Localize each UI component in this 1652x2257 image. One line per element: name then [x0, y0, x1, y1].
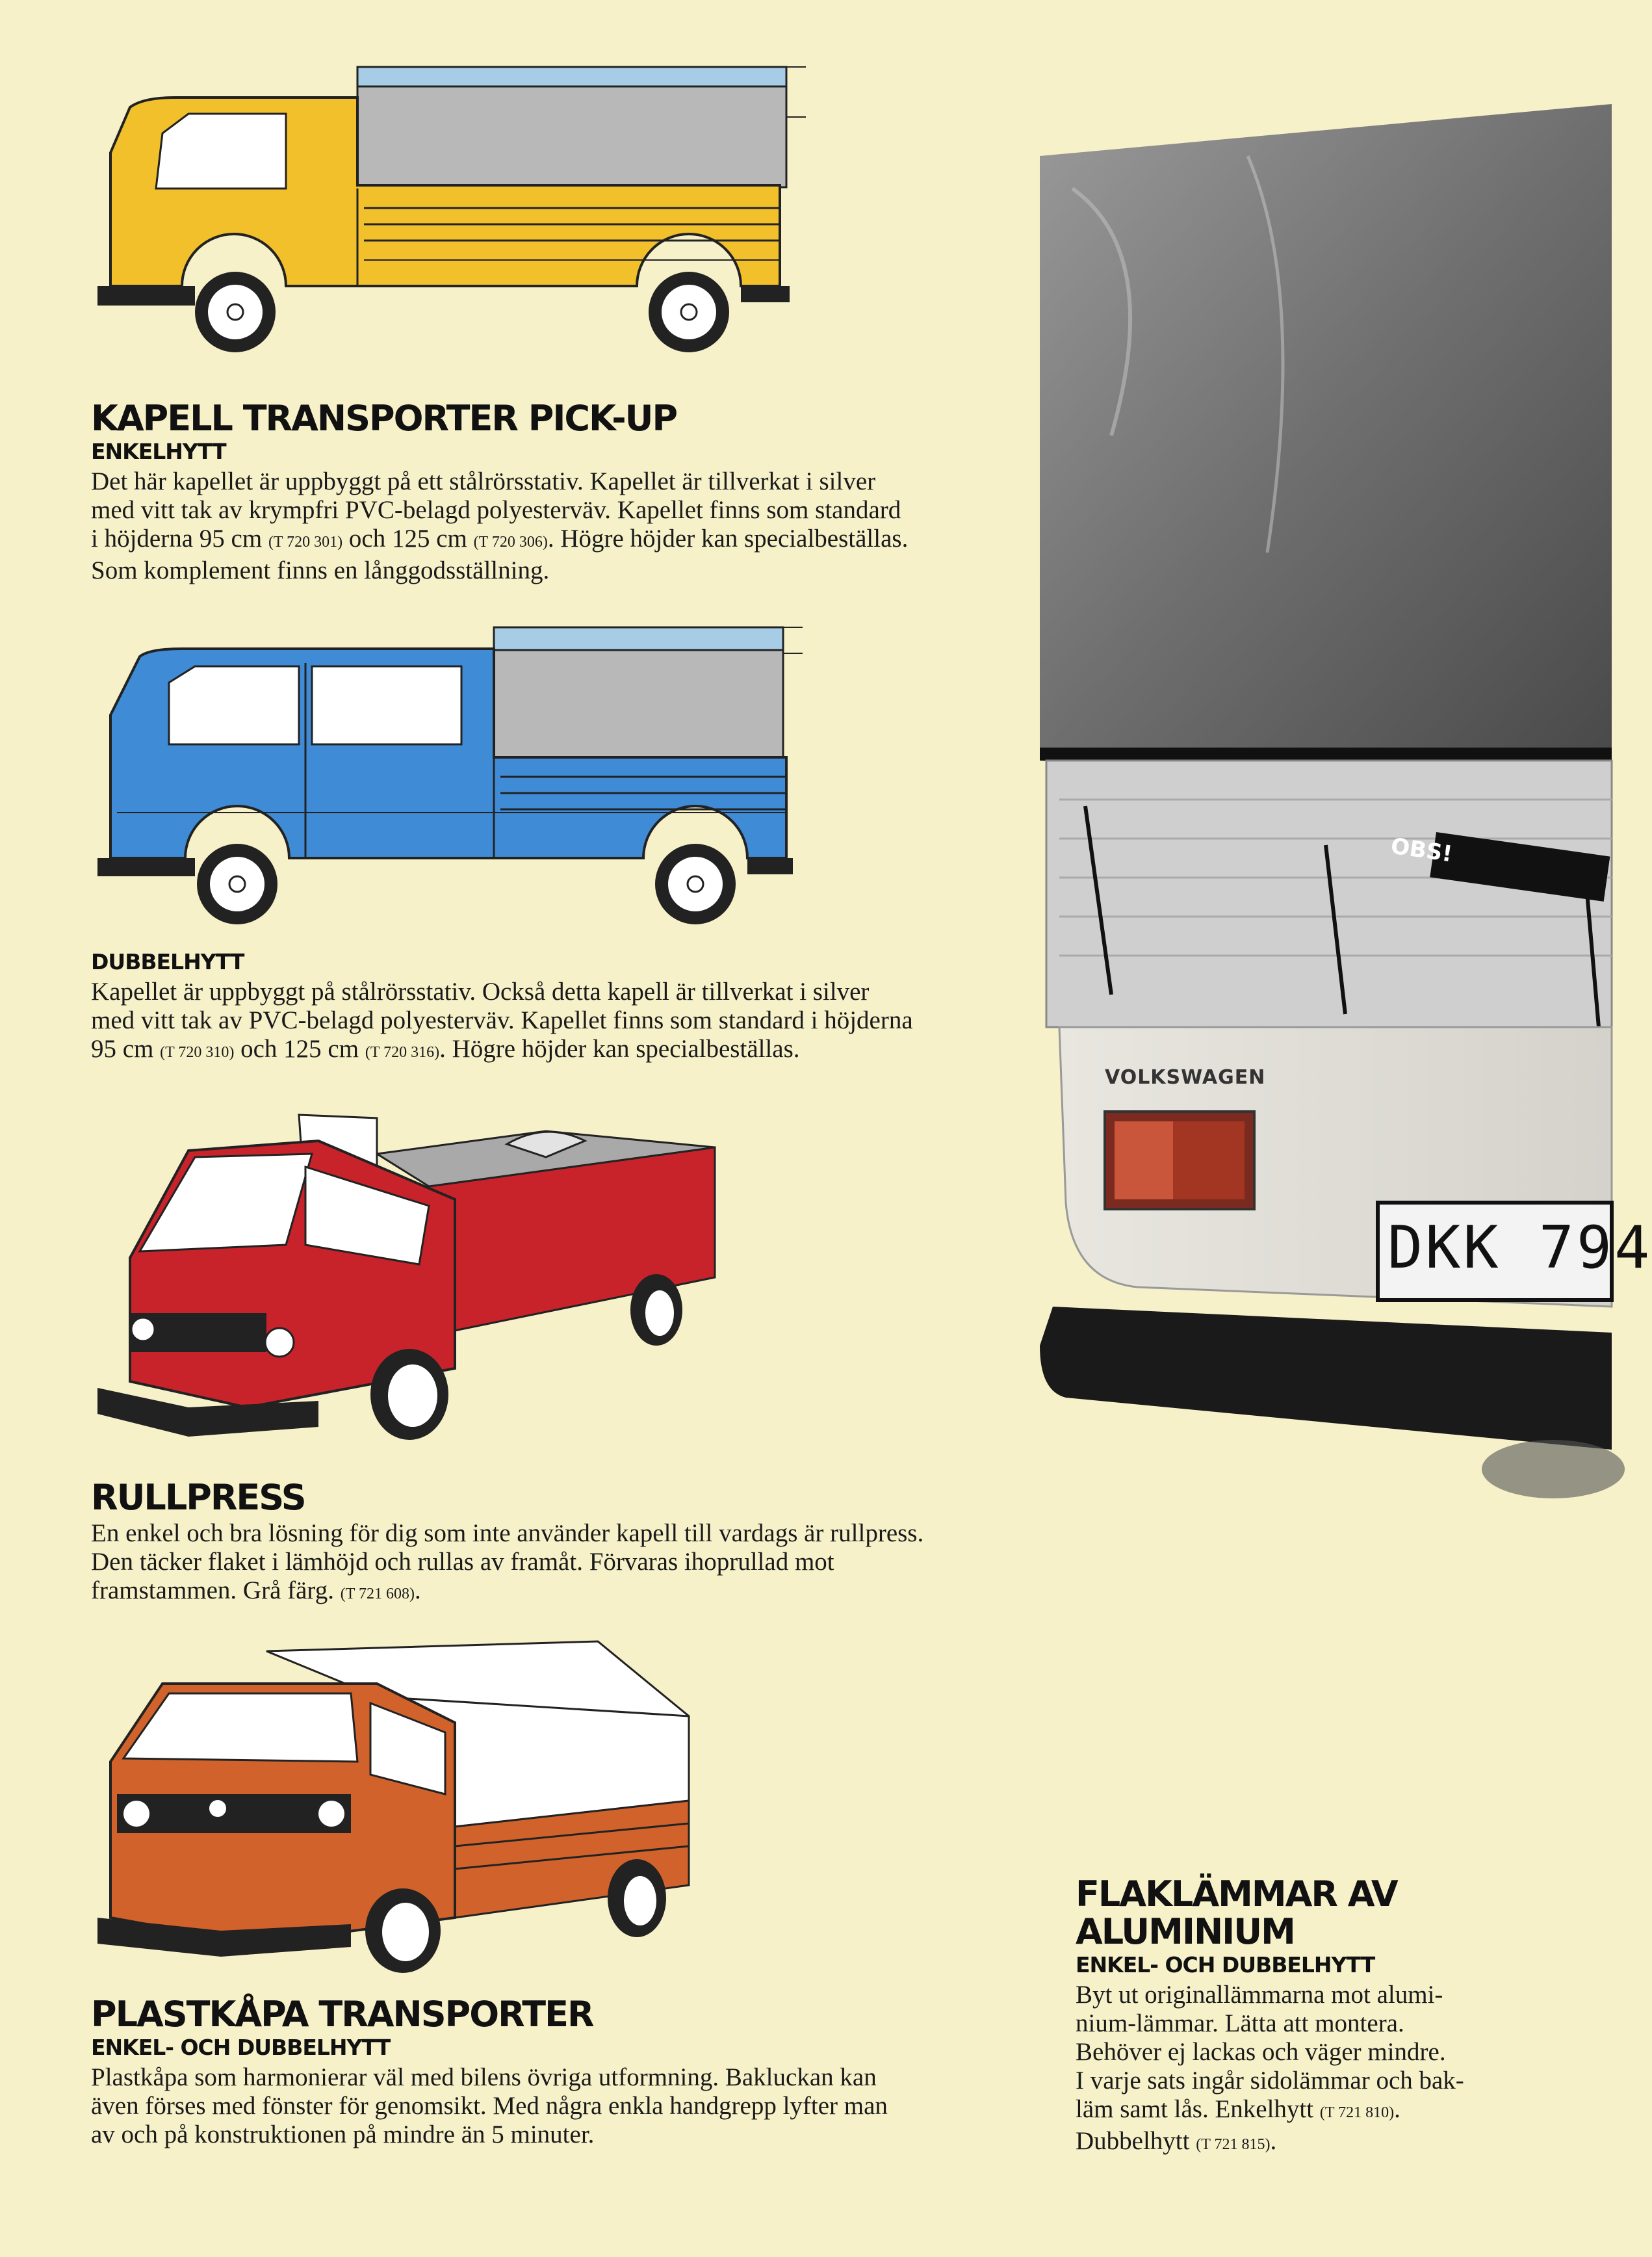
dubbelhytt-body: Kapellet är uppbyggt på stålrörsstativ. Också detta kapell är tillverkat i silver med vitt tak av PVC-belagd polyesterväv. Kapellet finns som standard i höjderna 95 cm (T 720 310) och 125 cm (T 720 316). Högre höjder kan specialbeställas.: [91, 978, 913, 1063]
rullpress-title: RULLPRESS: [91, 1477, 305, 1518]
kapell-pickup-subtitle: ENKELHYTT: [91, 439, 226, 464]
brand-badge: VOLKSWAGEN: [1105, 1066, 1266, 1089]
section-rullpress: [91, 1479, 1040, 1608]
kapell-pickup-title: KAPELL TRANSPORTER PICK-UP: [91, 398, 677, 439]
section-kapell-pickup: [91, 400, 1040, 585]
obs-label: OBS!: [1389, 833, 1454, 868]
rullpress-body: En enkel och bra lösning för dig som inte använder kapell till vardags är rullpress. Den täcker flaket i lämhöjd och rullas av framåt. Förvaras ihoprullad mot framstammen. Grå färg. (T 721 608).: [91, 1519, 924, 1604]
flaklammar-subtitle: ENKEL- OCH DUBBELHYTT: [1076, 1952, 1375, 1977]
section-plastkapa: [91, 1996, 1066, 2149]
license-plate: DKK 794: [1387, 1214, 1652, 1282]
plastkapa-body: Plastkåpa som harmonierar väl med bilens övriga utformning. Bakluckan kan även förses med fönster för genomsikt. Med några enkla handgrepp lyfter man av och på konstruktionen på mindre än 5 minuter.: [91, 2063, 888, 2148]
plastkapa-title: PLASTKÅPA TRANSPORTER: [91, 1994, 593, 2035]
flaklammar-body: Byt ut originallämmarna mot alumi- nium-lämmar. Lätta att montera. Behöver ej lackas och väger mindre. I varje sats ingår sidolämmar och bak- läm samt lås. Enkelhytt (T 721 810). Dubbelhytt (T 721 815).: [1076, 1981, 1464, 2155]
red-pickup-illustration: [91, 1095, 741, 1459]
yellow-pickup-illustration: [91, 62, 825, 387]
plastkapa-subtitle: ENKEL- OCH DUBBELHYTT: [91, 2035, 391, 2060]
rear-van-photo: [1033, 98, 1652, 1606]
dubbelhytt-subtitle: DUBBELHYTT: [91, 949, 244, 974]
section-flaklammar: [1076, 1875, 1595, 2159]
flaklammar-title-line2: ALUMINIUM: [1076, 1911, 1295, 1952]
orange-pickup-illustration: [91, 1638, 728, 1976]
kapell-pickup-body: Det här kapellet är uppbyggt på ett stålrörsstativ. Kapellet är tillverkat i silver med vitt tak av krympfri PVC-belagd polyesterväv. Kapellet finns som standard i höjderna 95 cm (T 720 301) och 125 cm (T 720 306). Högre höjder kan specialbeställas. Som komplement finns en långgodsställning.: [91, 467, 909, 584]
flaklammar-title-line1: FLAKLÄMMAR AV: [1076, 1873, 1397, 1914]
blue-doublecab-illustration: [91, 624, 825, 943]
section-dubbelhytt: [91, 949, 1040, 1067]
